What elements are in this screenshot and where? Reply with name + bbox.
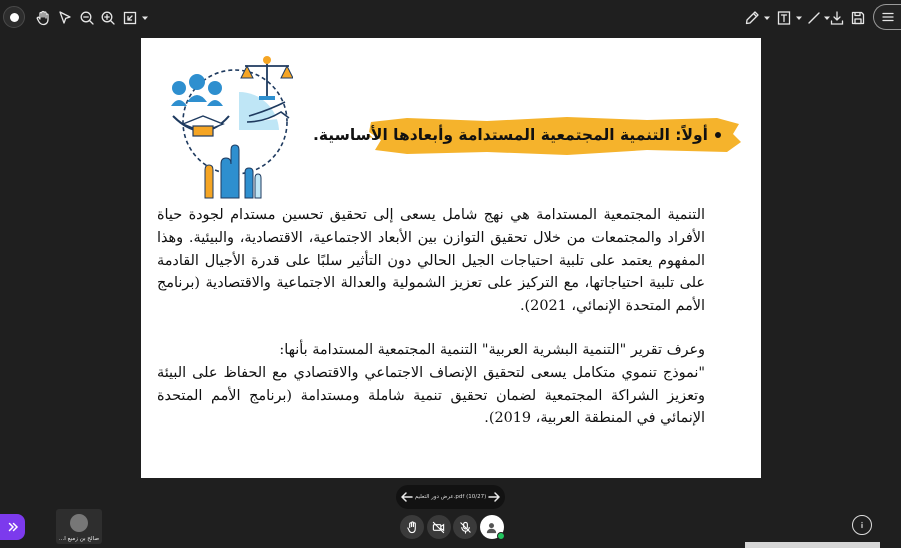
double-chevron-right-icon (7, 521, 19, 533)
pen-tool-button[interactable] (742, 8, 762, 28)
info-button[interactable] (852, 515, 872, 535)
previous-page-button[interactable] (400, 489, 415, 505)
zoom-out-button[interactable] (77, 8, 97, 28)
pen-options-dropdown[interactable] (762, 8, 772, 28)
text-options-dropdown[interactable] (794, 8, 804, 28)
participant-tile[interactable] (56, 509, 102, 544)
zoom-out-icon (79, 10, 95, 26)
chevron-down-icon (141, 14, 149, 22)
participant-name: صالح بن زميع ا... (58, 536, 100, 542)
save-button[interactable] (848, 8, 868, 28)
section-heading (313, 124, 721, 146)
fit-page-icon (122, 10, 138, 26)
pointer-icon (57, 10, 73, 26)
section-heading-text: أولاً: التنمية المجتمعية المستدامة وأبعادها الأساسية. (313, 126, 708, 144)
zoom-in-button[interactable] (98, 8, 118, 28)
record-icon (10, 13, 19, 22)
line-tool-button[interactable] (804, 8, 824, 28)
fit-page-button[interactable] (120, 8, 140, 28)
download-button[interactable] (827, 8, 847, 28)
side-panel-toggle[interactable] (0, 514, 25, 540)
hand-tool-button[interactable] (33, 8, 53, 28)
line-icon (806, 10, 822, 26)
next-page-button[interactable] (486, 489, 501, 505)
zoom-in-icon (100, 10, 116, 26)
community-justice-illustration (169, 52, 293, 200)
arrow-right-icon (487, 490, 501, 504)
pen-icon (744, 10, 760, 26)
chevron-down-icon (763, 14, 771, 22)
select-tool-button[interactable] (55, 8, 75, 28)
arrow-left-icon (400, 490, 414, 504)
paragraph-report-definition (157, 339, 705, 430)
page-counter: عرض دور التعليم.pdf (10/27) (414, 494, 487, 500)
info-icon (857, 520, 867, 530)
user-avatar-icon (485, 521, 498, 534)
page-navigator (396, 485, 505, 509)
chevron-down-icon (795, 14, 803, 22)
text-tool-button[interactable] (774, 8, 794, 28)
record-button[interactable] (3, 6, 25, 28)
my-profile-button[interactable] (480, 515, 504, 539)
meeting-controls (400, 512, 504, 542)
microphone-toggle-button[interactable] (453, 515, 477, 539)
paragraph-definition: التنمية المجتمعية المستدامة هي نهج شامل يسعى إلى تحقيق تحسين مستدام لجودة حياة الأفراد والمجتمعات من خلال تحقيق التوازن بين الأبعاد الاجتماعية، الاقتصادية، والبيئية. وهذا المفهوم يعتمد على تلبية احتياجات الجيل الحالي دون التأثير سلبًا على قدرة الأجيال القادمة على تلبية احتياجاتها، مع التركيز على تعزيز الشمولية والعدالة الاجتماعية والاقتصادية (برنامج الأمم المتحدة الإنمائي، 2021). (157, 207, 705, 315)
raise-hand-button[interactable] (400, 515, 424, 539)
avatar (70, 514, 88, 532)
fit-options-dropdown[interactable] (140, 8, 150, 28)
camera-off-icon (432, 521, 445, 534)
bullet-icon (715, 132, 721, 138)
pdf-toolbar (0, 0, 901, 36)
menu-icon (881, 10, 895, 24)
text-box-icon (776, 10, 792, 26)
report-intro-line: وعرف تقرير "التنمية البشرية العربية" التنمية المجتمعية المستدامة بأنها: (279, 342, 705, 358)
download-icon (829, 10, 845, 26)
bottom-strip (745, 542, 880, 548)
save-icon (850, 10, 866, 26)
hand-icon (35, 10, 51, 26)
online-status-badge (497, 532, 505, 540)
pdf-slide (141, 38, 761, 478)
main-menu-button[interactable] (873, 4, 901, 30)
mic-off-icon (459, 521, 472, 534)
report-quote: "نموذج تنموي متكامل يسعى لتحقيق الإنصاف الاجتماعي والاقتصادي مع الحفاظ على البيئة وتعزيز الشراكة المجتمعية لضمان تحقيق تنمية شاملة ومستدامة (برنامج الأمم المتحدة الإنمائي في المنطقة العربية، 2019). (157, 364, 705, 427)
hand-raise-icon (406, 521, 419, 534)
camera-toggle-button[interactable] (427, 515, 451, 539)
